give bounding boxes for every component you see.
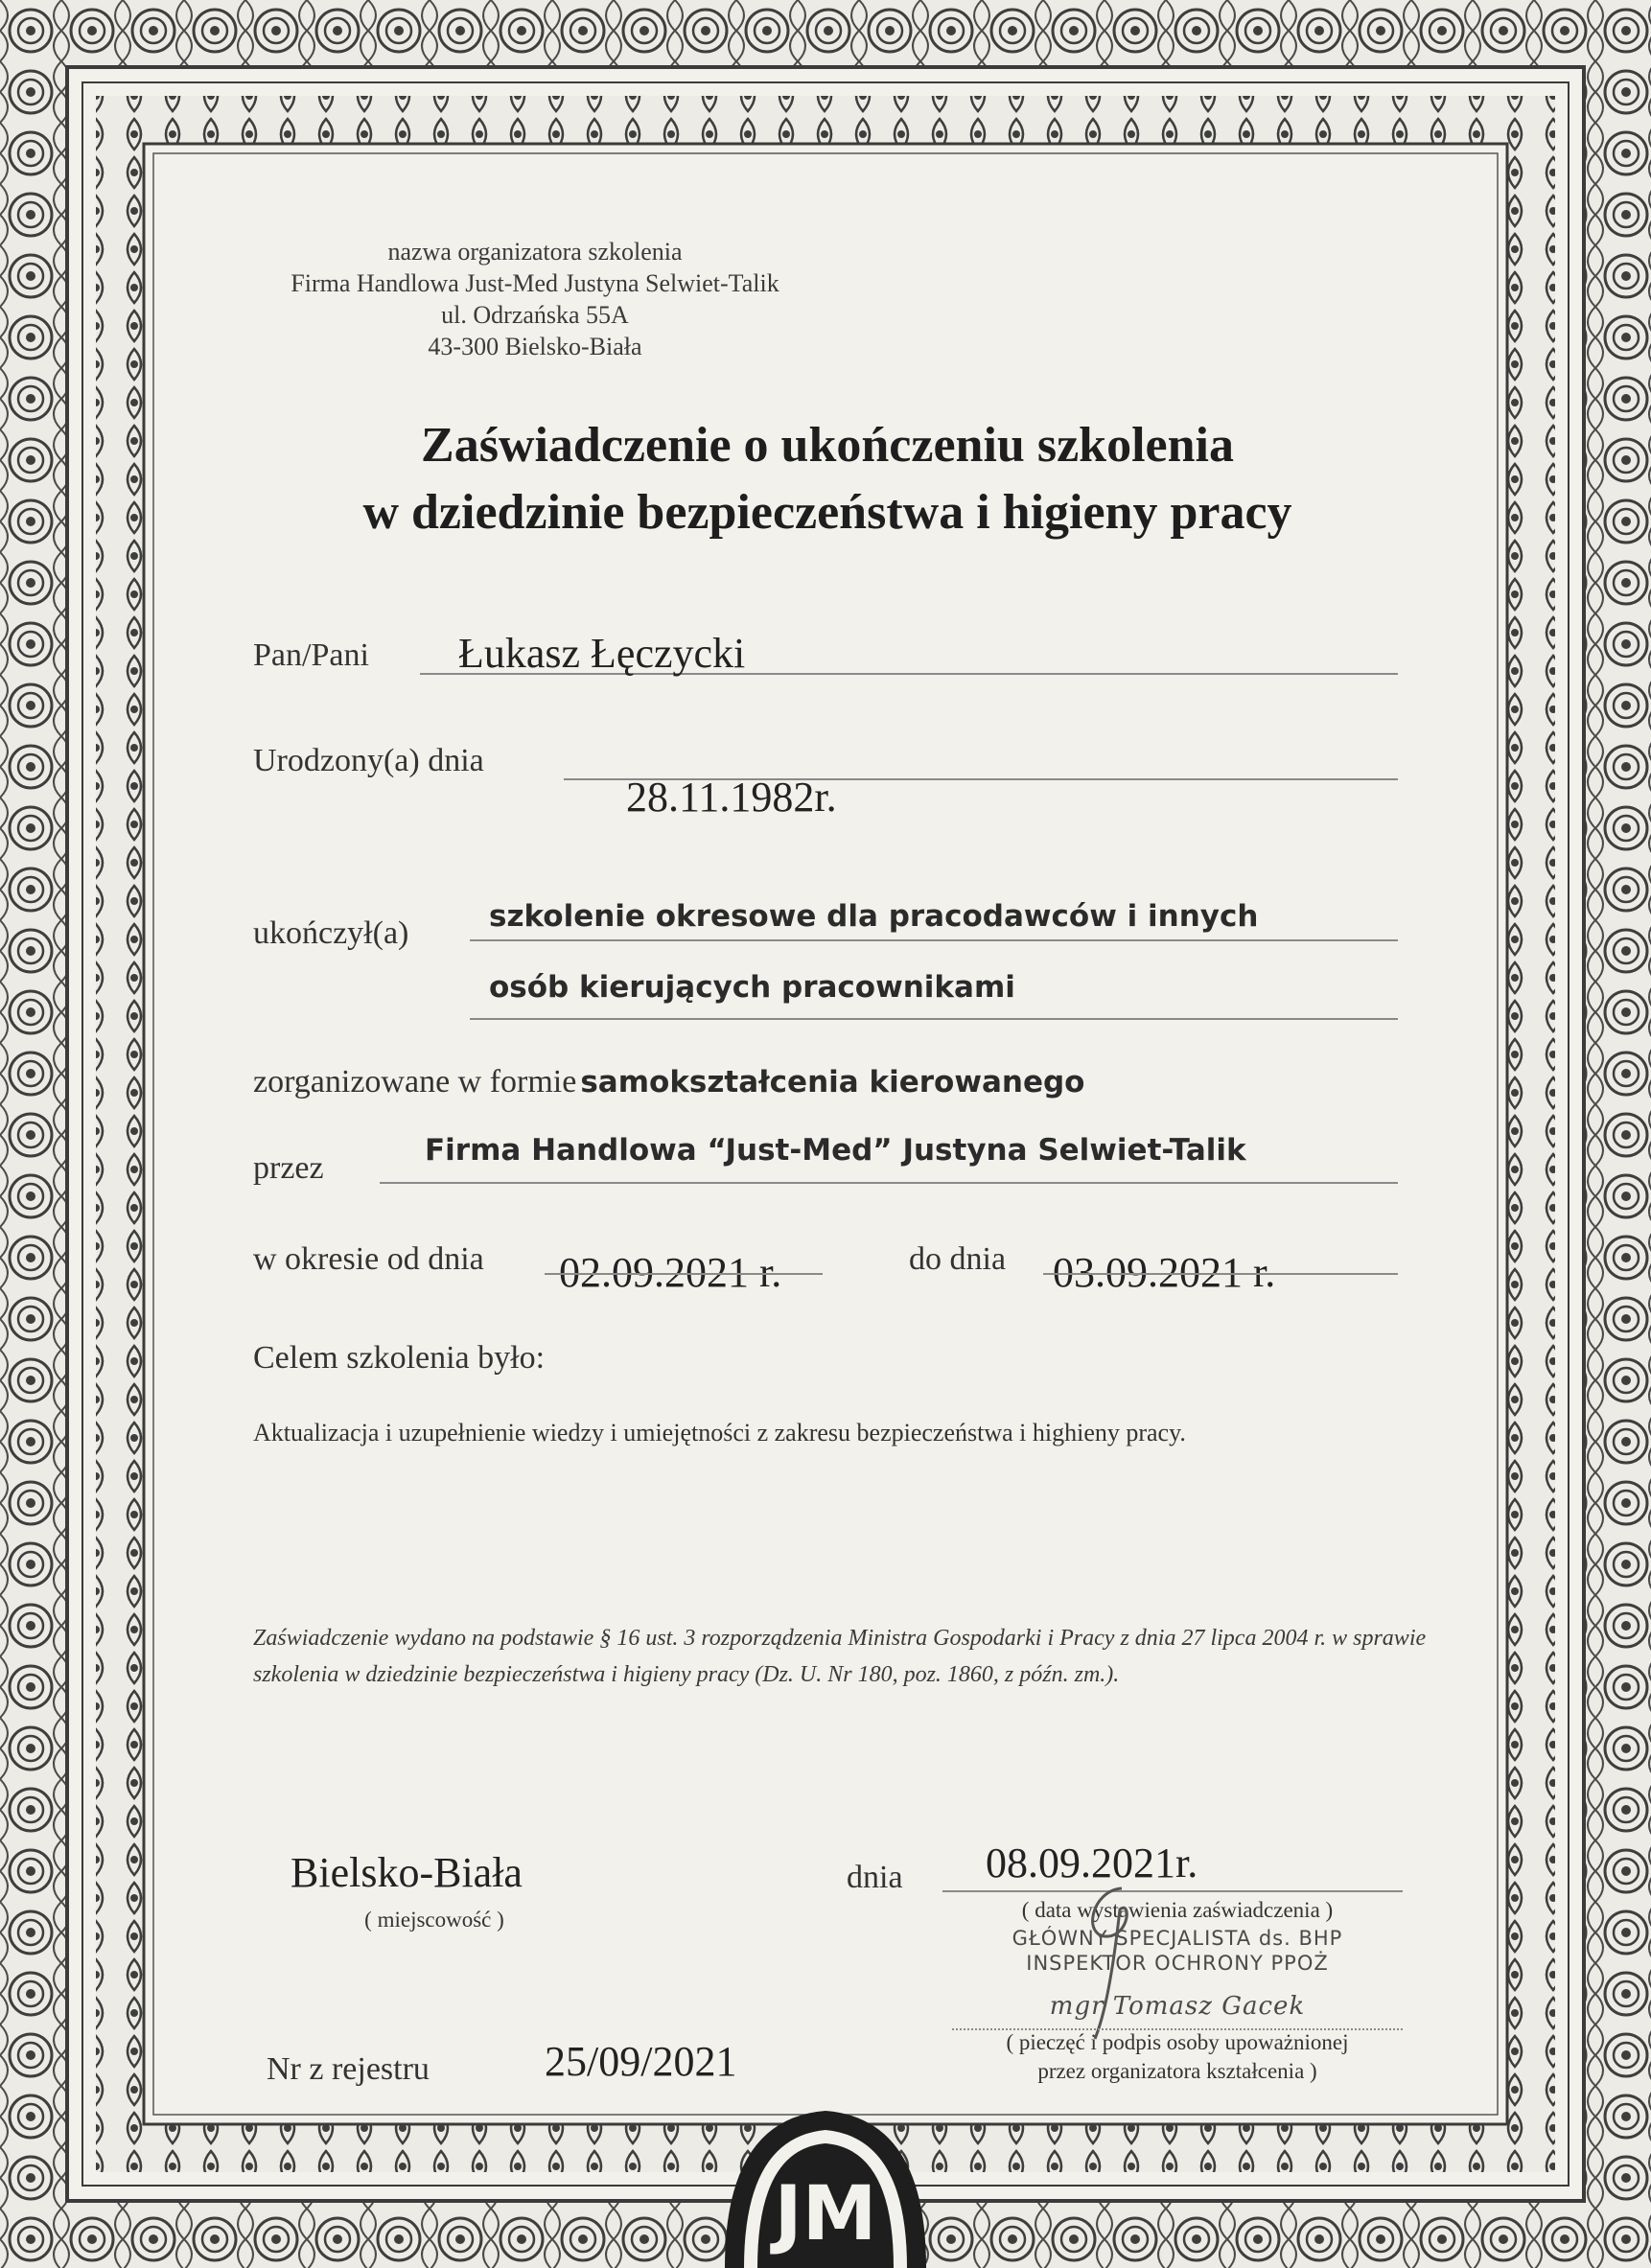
issue-date: 08.09.2021r. (986, 1840, 1198, 1886)
by-label: przez (253, 1150, 324, 1186)
birth-date: 28.11.1982r. (626, 774, 837, 821)
organizer-street: ul. Odrzańska 55A (441, 301, 629, 329)
stamp-line-3: mgr Tomasz Gacek (1049, 1992, 1306, 2021)
period-from: 02.09.2021 r. (559, 1249, 782, 1296)
title-line-1: Zaświadczenie o ukończeniu szkolenia (421, 418, 1234, 473)
certificate-body (228, 201, 1427, 2099)
period-to-label: do dnia (909, 1241, 1007, 1277)
course-line-2: osób kierujących pracownikami (489, 970, 1015, 1005)
stamp-line-2: INSPEKTOR OCHRONY PPOŻ (1026, 1952, 1329, 1975)
period-from-line (545, 1273, 823, 1275)
course-line-1: szkolenie okresowe dla pracodawców i innych (489, 899, 1259, 934)
form-label: zorganizowane w formie (253, 1064, 577, 1099)
place-value: Bielsko-Biała (291, 1849, 523, 1896)
issue-label: dnia (847, 1860, 903, 1895)
certificate-title (228, 412, 1427, 546)
registry-value: 25/09/2021 (545, 2038, 737, 2085)
just-med-logo (715, 2099, 936, 2268)
course-label: ukończył(a) (253, 915, 409, 951)
person-label: Pan/Pani (253, 637, 369, 673)
person-name: Łukasz Łęczycki (458, 630, 746, 677)
period-from-label: w okresie od dnia (253, 1241, 484, 1277)
course-underline-2 (470, 1018, 1398, 1020)
form-value: samokształcenia kierowanego (580, 1065, 1085, 1099)
by-value: Firma Handlowa “Just-Med” Justyna Selwiet-Talik (425, 1133, 1246, 1168)
signature-mark (1062, 1881, 1149, 2044)
period-to: 03.09.2021 r. (1053, 1249, 1276, 1296)
signature-caption-2: przez organizatora kształcenia ) (1037, 2059, 1317, 2083)
title-line-2: w dziedzinie bezpieczeństwa i higieny pracy (362, 485, 1292, 540)
place-caption: ( miejscowość ) (364, 1908, 504, 1932)
organizer-city: 43-300 Bielsko-Biała (428, 333, 642, 360)
legal-basis: Zaświadczenie wydano na podstawie § 16 ust. 3 rozporządzenia Ministra Gospodarki i Pracy z dnia 27 lipca 2004 r. w sprawie szkolenia w dziedzinie bezpieczeństwa i higieny pracy (Dz. U. Nr 180, poz. 1860, z późn. zm.). (253, 1626, 1427, 1687)
logo-text: JM (774, 2171, 877, 2257)
period-to-line (1043, 1273, 1398, 1275)
organizer-block (228, 236, 842, 362)
signature-caption-1: ( pieczęć i podpis osoby upoważnionej (1006, 2030, 1349, 2054)
registry-label: Nr z rejestru (267, 2051, 430, 2087)
organizer-name: Firma Handlowa Just-Med Justyna Selwiet-Talik (291, 269, 779, 297)
issue-line (942, 1890, 1403, 1892)
goal-text: Aktualizacja i uzupełnienie wiedzy i umiejętności z zakresu bezpieczeństwa i highieny pracy. (253, 1419, 1186, 1446)
stamp-line-1: GŁÓWNY SPECJALISTA ds. BHP (1012, 1927, 1343, 1950)
birth-label: Urodzony(a) dnia (253, 743, 484, 778)
form-row (253, 1064, 1084, 1100)
by-underline (380, 1182, 1398, 1184)
goal-label: Celem szkolenia było: (253, 1340, 546, 1376)
issue-caption: ( data wystawienia zaświadczenia ) (1021, 1898, 1334, 1922)
organizer-caption: nazwa organizatora szkolenia (387, 238, 683, 266)
course-underline-1 (470, 939, 1398, 941)
